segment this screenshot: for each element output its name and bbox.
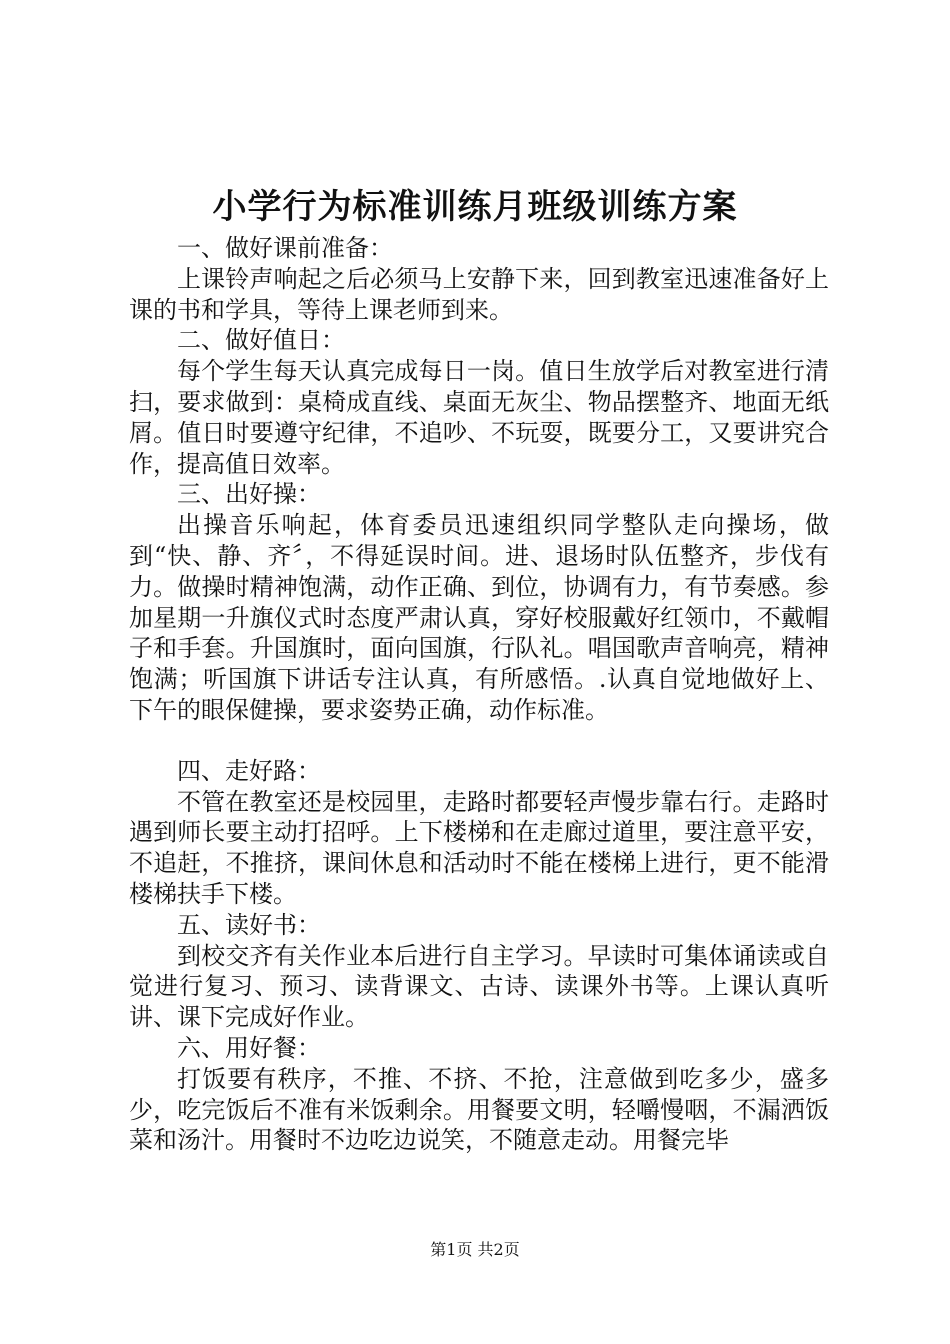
paragraph-spacer	[129, 726, 829, 756]
page-footer: 第1页 共2页	[430, 1240, 520, 1259]
section-paragraph: 到校交齐有关作业本后进行自主学习。早读时可集体诵读或自觉进行复习、预习、读背课文、古诗、读课外书等。上课认真听讲、课下完成好作业。	[129, 941, 829, 1032]
section-paragraph: 上课铃声响起之后必须马上安静下来，回到教室迅速准备好上课的书和学具，等待上课老师到来。	[129, 264, 829, 324]
section-heading: 五、读好书：	[177, 910, 321, 939]
section-heading: 四、走好路：	[177, 756, 321, 785]
section-paragraph: 打饭要有秩序，不推、不挤、不抢，注意做到吃多少，盛多少，吃完饭后不准有米饭剩余。用餐要文明，轻嚼慢咽，不漏洒饭菜和汤汁。用餐时不边吃边说笑，不随意走动。用餐完毕	[129, 1064, 829, 1155]
section-heading: 二、做好值日：	[177, 326, 345, 355]
section-paragraph: 每个学生每天认真完成每日一岗。值日生放学后对教室进行清扫，要求做到：桌椅成直线、桌面无灰尘、物品摆整齐、地面无纸屑。值日时要遵守纪律，不追吵、不玩耍，既要分工，又要讲究合作，提高值日效率。	[129, 357, 829, 478]
section-heading: 六、用好餐：	[177, 1033, 321, 1062]
section-paragraph: 不管在教室还是校园里，走路时都要轻声慢步靠右行。走路时遇到师长要主动打招呼。上下楼梯和在走廊过道里，要注意平安，不追赶，不推挤，课间休息和活动时不能在楼梯上进行，更不能滑楼梯扶手下楼。	[129, 787, 829, 908]
document-title: 小学行为标准训练月班级训练方案	[212, 187, 738, 227]
section-heading: 一、做好课前准备：	[177, 234, 393, 262]
document-body	[129, 233, 829, 1156]
section-heading: 三、出好操：	[177, 480, 321, 509]
section-paragraph: 出操音乐响起，体育委员迅速组织同学整队走向操场，做到“快、静、齐〞，不得延误时间。进、退场时队伍整齐，步伐有力。做操时精神饱满，动作正确、到位，协调有力，有节奏感。参加星期一升旗仪式时态度严肃认真，穿好校服戴好红领巾，不戴帽子和手套。升国旗时，面向国旗，行队礼。唱国歌声音响亮，精神饱满；听国旗下讲话专注认真，有所感悟。.认真自觉地做好上、下午的眼保健操，要求姿势正确，动作标准。	[129, 511, 829, 724]
